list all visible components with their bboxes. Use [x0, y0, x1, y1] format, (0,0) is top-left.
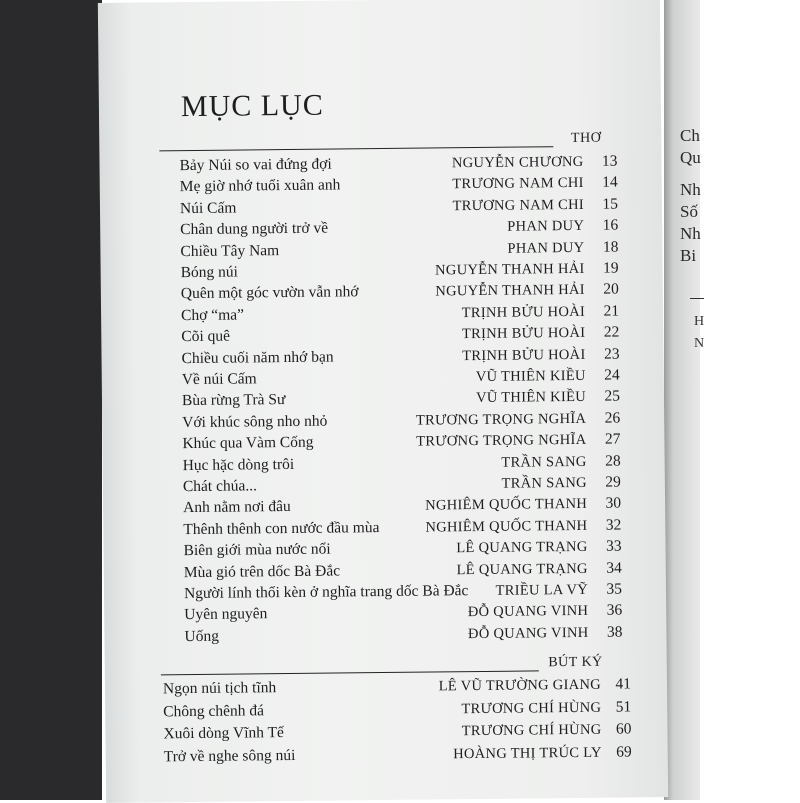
entry-page-number: 34: [606, 559, 622, 577]
entry-title: Uống: [184, 627, 220, 645]
entry-author: TRỊNH BỬU HOÀI: [462, 346, 586, 364]
facing-page-fragment: Nh: [680, 180, 701, 199]
entry-title: Núi Cấm: [179, 199, 237, 217]
facing-page-fragment: H: [694, 314, 705, 329]
entry-title: Chông chênh đá: [163, 701, 265, 720]
entry-title: Bùa rừng Trà Sư: [181, 391, 286, 410]
entry-author: LÊ VŨ TRƯỜNG GIANG: [438, 676, 602, 695]
toc-entry: [164, 743, 636, 770]
entry-author: NGUYỄN THANH HẢI: [435, 260, 585, 279]
facing-page-rule: [690, 298, 704, 299]
entry-title: Thênh thênh con nước đầu mùa: [183, 518, 380, 538]
facing-page-fragment: Ch: [680, 126, 700, 145]
entry-title: Về núi Cấm: [181, 370, 257, 389]
entry-author: NGUYỄN CHƯƠNG: [451, 153, 584, 172]
entry-title: Chiều cuối năm nhớ bạn: [181, 348, 334, 367]
entry-page-number: 15: [602, 195, 619, 213]
page-title: MỤC LỤC: [180, 88, 324, 124]
entry-page-number: 26: [604, 409, 621, 427]
entry-title: Bóng núi: [180, 263, 239, 282]
entry-title: Cõi quê: [181, 327, 231, 346]
entry-title: Hục hặc dòng trôi: [182, 455, 295, 474]
entry-author: TRƯƠNG NAM CHI: [452, 196, 585, 215]
entry-title: Mùa gió trên dốc Bà Đắc: [183, 562, 341, 581]
entry-author: TRƯƠNG NAM CHI: [452, 175, 584, 193]
section-label: THƠ: [570, 130, 602, 147]
entry-title: Bảy Núi so vai đứng đợi: [179, 155, 332, 175]
entry-author: VŨ THIÊN KIỀU: [475, 367, 586, 386]
entry-title: Anh nằm nơi đâu: [183, 498, 291, 517]
entry-author: TRẦN SANG: [501, 474, 587, 492]
background-right: [700, 0, 800, 800]
entry-page-number: 20: [603, 280, 619, 299]
toc-page: [98, 0, 668, 803]
entry-author: TRẦN SANG: [501, 453, 587, 471]
entry-page-number: 13: [601, 152, 618, 170]
facing-page-fragment: Số: [680, 202, 698, 221]
entry-author: TRỊNH BỬU HOÀI: [461, 303, 586, 321]
entry-page-number: 25: [604, 387, 621, 406]
entry-title: Chát chúa...: [182, 477, 258, 496]
entry-page-number: 18: [602, 238, 619, 256]
entry-author: NGUYỄN THANH HẢI: [435, 282, 585, 300]
entry-title: Uyên nguyên: [184, 605, 268, 624]
toc-entry: [184, 623, 626, 650]
entry-author: TRƯƠNG CHÍ HÙNG: [461, 721, 602, 740]
entry-page-number: 41: [615, 675, 632, 693]
entry-title: Chợ “ma”: [181, 306, 245, 324]
entry-title: Với khúc sông nho nhỏ: [182, 412, 328, 431]
entry-title: Người lính thổi kèn ở nghĩa trang dốc Bà Đắc: [183, 582, 469, 603]
entry-page-number: 33: [605, 537, 622, 555]
entry-author: ĐỖ QUANG VINH: [467, 624, 589, 642]
facing-page-fragment: N: [694, 336, 705, 351]
entry-author: TRƯƠNG CHÍ HÙNG: [461, 699, 602, 717]
section-rule: [159, 146, 553, 151]
entry-title: Quên một góc vườn vẫn nhớ: [180, 283, 359, 303]
entry-author: TRỊNH BỬU HOÀI: [461, 325, 586, 343]
section-header-tho: [159, 131, 601, 156]
entry-page-number: 27: [604, 430, 621, 448]
entry-page-number: 30: [605, 494, 622, 513]
entry-page-number: 38: [606, 623, 623, 641]
entry-title: Chân dung người trở về: [180, 219, 329, 239]
section-label: BÚT KÝ: [548, 654, 603, 671]
facing-page-fragment: Nh: [680, 224, 701, 243]
entry-author: TRƯƠNG TRỌNG NGHĨA: [416, 432, 587, 450]
entry-author: LÊ QUANG TRẠNG: [456, 560, 588, 578]
entry-page-number: 22: [603, 323, 620, 341]
entry-page-number: 28: [605, 452, 621, 470]
entry-author: LÊ QUANG TRẠNG: [456, 539, 588, 557]
entry-page-number: 23: [603, 345, 620, 363]
entry-title: Trở về nghe sông núi: [163, 746, 296, 765]
entry-title: Chiều Tây Nam: [180, 241, 280, 260]
entry-page-number: 51: [615, 697, 632, 716]
entry-page-number: 32: [605, 516, 622, 534]
entry-author: ĐỖ QUANG VINH: [467, 603, 589, 621]
entry-author: NGHIÊM QUỐC THANH: [425, 496, 588, 514]
entry-title: Biên giới mùa nước nổi: [183, 540, 331, 560]
entry-author: VŨ THIÊN KIỀU: [475, 389, 587, 407]
entry-title: Mẹ giờ nhớ tuổi xuân anh: [179, 176, 341, 196]
facing-page-fragment: Bi: [680, 246, 697, 265]
entry-author: NGHIÊM QUỐC THANH: [425, 517, 588, 536]
book-background-left: [0, 0, 102, 800]
entry-page-number: 60: [615, 720, 632, 738]
entry-page-number: 14: [602, 173, 618, 192]
entry-page-number: 69: [616, 742, 632, 761]
entry-page-number: 35: [606, 580, 623, 598]
facing-page: [664, 0, 705, 800]
entry-page-number: 16: [602, 216, 619, 234]
section-rule: [161, 670, 539, 675]
entry-author: PHAN DUY: [507, 239, 585, 257]
entry-page-number: 29: [605, 473, 621, 491]
entry-author: PHAN DUY: [507, 218, 585, 235]
entry-author: HOÀNG THỊ TRÚC LY: [453, 744, 602, 762]
entry-page-number: 19: [603, 259, 619, 277]
facing-page-fragment: Qu: [680, 148, 701, 167]
entry-title: Khúc qua Vàm Cống: [182, 433, 314, 453]
entry-page-number: 36: [606, 601, 623, 620]
entry-author: TRƯƠNG TRỌNG NGHĨA: [415, 410, 587, 429]
entry-page-number: 21: [603, 302, 620, 320]
entry-title: Ngọn núi tịch tĩnh: [162, 679, 277, 698]
entry-page-number: 24: [604, 366, 620, 384]
entry-author: TRIỀU LA VỸ: [495, 581, 589, 599]
entry-title: Xuôi dòng Vĩnh Tế: [163, 724, 284, 743]
